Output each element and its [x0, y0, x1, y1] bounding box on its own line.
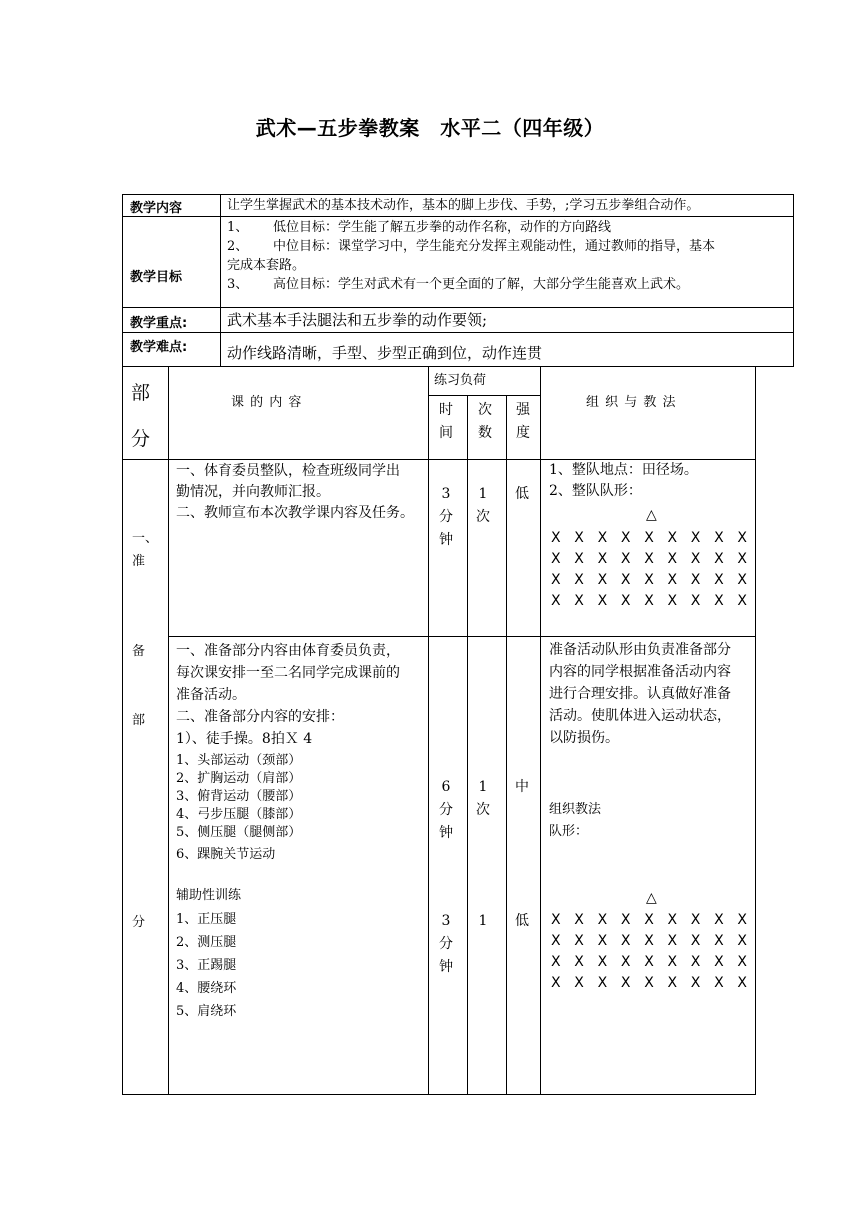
formation-mark: X	[551, 530, 561, 546]
goal-item: 完成本套路。	[227, 258, 306, 273]
key-points-label: 教学重点:	[130, 316, 188, 331]
formation-mark: X	[644, 593, 654, 609]
row2-formation-title: 队形：	[549, 824, 589, 839]
goal-item: 3、 高位目标：学生对武术有一个更全面的了解，大部分学生能喜欢上武术。	[227, 277, 690, 292]
goal-item: 2、 中位目标：课堂学习中，学生能充分发挥主观能动性，通过教师的指导，基本	[227, 239, 716, 254]
page-title: 武术—五步拳教案 水平二（四年级）	[255, 116, 605, 140]
formation-row	[551, 931, 747, 952]
row1-count: 1 次	[476, 486, 490, 525]
part-char: 备	[132, 644, 146, 659]
formation-mark: X	[667, 912, 678, 928]
formation-mark: X	[690, 975, 701, 991]
row2-content-b: 1、头部运动（颈部） 2、扩胸运动（肩部） 3、俯背运动（腰部） 4、弓步压腿（膝部） 5、侧压腿（腿侧部） 6、踝腕关节运动	[176, 753, 302, 862]
formation-mark: X	[714, 975, 724, 991]
formation-mark: X	[737, 912, 747, 928]
formation-mark: X	[690, 551, 701, 567]
difficulty-text: 动作线路清晰，手型、步型正确到位，动作连贯	[227, 344, 543, 362]
formation-mark: X	[574, 954, 584, 970]
content-header: 课 的 内 容	[231, 395, 303, 410]
intensity-header: 强 度	[516, 402, 530, 441]
formation-row	[551, 910, 747, 931]
formation-mark: X	[551, 954, 561, 970]
formation-mark: X	[551, 933, 561, 949]
formation-row	[551, 591, 747, 612]
row2-formation	[551, 910, 747, 994]
formation-mark: X	[690, 572, 701, 588]
formation-mark: X	[551, 572, 561, 588]
formation-mark: X	[737, 954, 747, 970]
part-header-2: 分	[131, 428, 151, 450]
formation-mark: X	[620, 530, 631, 546]
part-char: 一、	[132, 531, 159, 546]
formation-mark: X	[597, 593, 608, 609]
formation-mark: X	[597, 551, 608, 567]
formation-mark: X	[690, 954, 701, 970]
formation-mark: X	[551, 593, 561, 609]
row2-count-b: 1	[478, 913, 488, 929]
row2-method-title: 组织教法	[549, 802, 602, 817]
formation-mark: X	[620, 593, 631, 609]
difficulty-label: 教学难点:	[130, 340, 188, 355]
formation-mark: X	[690, 933, 701, 949]
formation-mark: X	[644, 530, 654, 546]
formation-mark: X	[551, 912, 561, 928]
formation-mark: X	[644, 572, 654, 588]
key-points-text: 武术基本手法腿法和五步拳的动作要领;	[227, 311, 488, 329]
formation-mark: X	[574, 551, 584, 567]
formation-mark: X	[667, 530, 678, 546]
formation-mark: X	[714, 912, 724, 928]
formation-mark: X	[667, 933, 678, 949]
formation-mark: X	[620, 572, 631, 588]
formation-row	[551, 973, 747, 994]
goals-label: 教学目标	[130, 270, 183, 285]
formation-mark: X	[574, 933, 584, 949]
formation-mark: X	[714, 593, 724, 609]
part-char: 部	[132, 713, 146, 728]
row2-content-a: 一、准备部分内容由体育委员负责， 每次课安排一至二名同学完成课前的 准备活动。 二、准备部分内容的安排： 1）、徒手操。8拍Ｘ 4	[176, 643, 400, 747]
triangle-icon: △	[646, 507, 657, 523]
load-header: 练习负荷	[434, 373, 487, 388]
row2-aux-title: 辅助性训练	[176, 888, 242, 903]
formation-mark: X	[714, 954, 724, 970]
row1-time: 3 分 钟	[439, 486, 453, 548]
formation-row	[551, 570, 747, 591]
formation-mark: X	[714, 933, 724, 949]
formation-mark: X	[620, 954, 631, 970]
formation-mark: X	[737, 551, 747, 567]
formation-mark: X	[597, 975, 608, 991]
row1-formation	[551, 528, 747, 612]
formation-row	[551, 528, 747, 549]
row2-content-c: 1、正压腿 2、测压腿 3、正踢腿 4、腰绕环 5、肩绕环	[176, 912, 237, 1019]
row2-time-a: 6 分 钟	[439, 779, 453, 841]
row2-time-b: 3 分 钟	[439, 913, 453, 975]
formation-mark: X	[667, 975, 678, 991]
row2-intensity-a: 中	[515, 779, 529, 795]
formation-mark: X	[644, 954, 654, 970]
formation-mark: X	[574, 572, 584, 588]
formation-mark: X	[737, 975, 747, 991]
formation-mark: X	[551, 551, 561, 567]
formation-mark: X	[597, 954, 608, 970]
formation-mark: X	[620, 912, 631, 928]
formation-mark: X	[667, 551, 678, 567]
formation-mark: X	[737, 530, 747, 546]
formation-mark: X	[597, 572, 608, 588]
goals-list	[227, 218, 793, 294]
formation-row	[551, 952, 747, 973]
part-header-1: 部	[131, 382, 151, 404]
formation-mark: X	[574, 912, 584, 928]
row1-method: 1、整队地点：田径场。 2、整队队形：	[549, 462, 698, 499]
formation-mark: X	[597, 933, 608, 949]
part-char: 分	[132, 915, 146, 930]
formation-mark: X	[737, 933, 747, 949]
formation-mark: X	[551, 975, 561, 991]
formation-mark: X	[644, 912, 654, 928]
formation-mark: X	[597, 912, 608, 928]
formation-mark: X	[644, 933, 654, 949]
goal-item: 1、 低位目标：学生能了解五步拳的动作名称，动作的方向路线	[227, 220, 612, 235]
formation-mark: X	[620, 551, 631, 567]
formation-mark: X	[644, 975, 654, 991]
row1-content: 一、体育委员整队，检查班级同学出 勤情况，并向教师汇报。 二、教师宣布本次教学课内容及任务。	[176, 463, 414, 521]
formation-mark: X	[714, 551, 724, 567]
formation-mark: X	[714, 530, 724, 546]
part-char: 准	[132, 554, 146, 569]
count-header: 次 数	[478, 402, 492, 441]
formation-mark: X	[690, 593, 701, 609]
formation-mark: X	[667, 954, 678, 970]
formation-mark: X	[737, 593, 747, 609]
content-text: 让学生掌握武术的基本技术动作，基本的脚上步伐、手势，;学习五步拳组合动作。	[227, 198, 700, 213]
row2-method: 准备活动队形由负责准备部分 内容的同学根据准备活动内容 进行合理安排。认真做好准备 活动。使肌体进入运动状态， 以防损伤。	[549, 642, 731, 746]
row2-intensity-b: 低	[515, 913, 529, 929]
formation-mark: X	[574, 975, 584, 991]
formation-mark: X	[574, 593, 584, 609]
formation-row	[551, 549, 747, 570]
formation-mark: X	[620, 933, 631, 949]
formation-mark: X	[620, 975, 631, 991]
formation-mark: X	[714, 572, 724, 588]
row1-intensity: 低	[515, 486, 529, 502]
content-label: 教学内容	[130, 201, 183, 216]
formation-mark: X	[690, 912, 701, 928]
row2-count-a: 1 次	[476, 779, 490, 818]
formation-mark: X	[667, 572, 678, 588]
triangle-icon: △	[646, 890, 657, 906]
time-header: 时 间	[439, 402, 453, 441]
formation-mark: X	[737, 572, 747, 588]
formation-mark: X	[574, 530, 584, 546]
formation-mark: X	[690, 530, 701, 546]
formation-mark: X	[667, 593, 678, 609]
method-header: 组 织 与 教 法	[586, 395, 677, 410]
formation-mark: X	[644, 551, 654, 567]
formation-mark: X	[597, 530, 608, 546]
